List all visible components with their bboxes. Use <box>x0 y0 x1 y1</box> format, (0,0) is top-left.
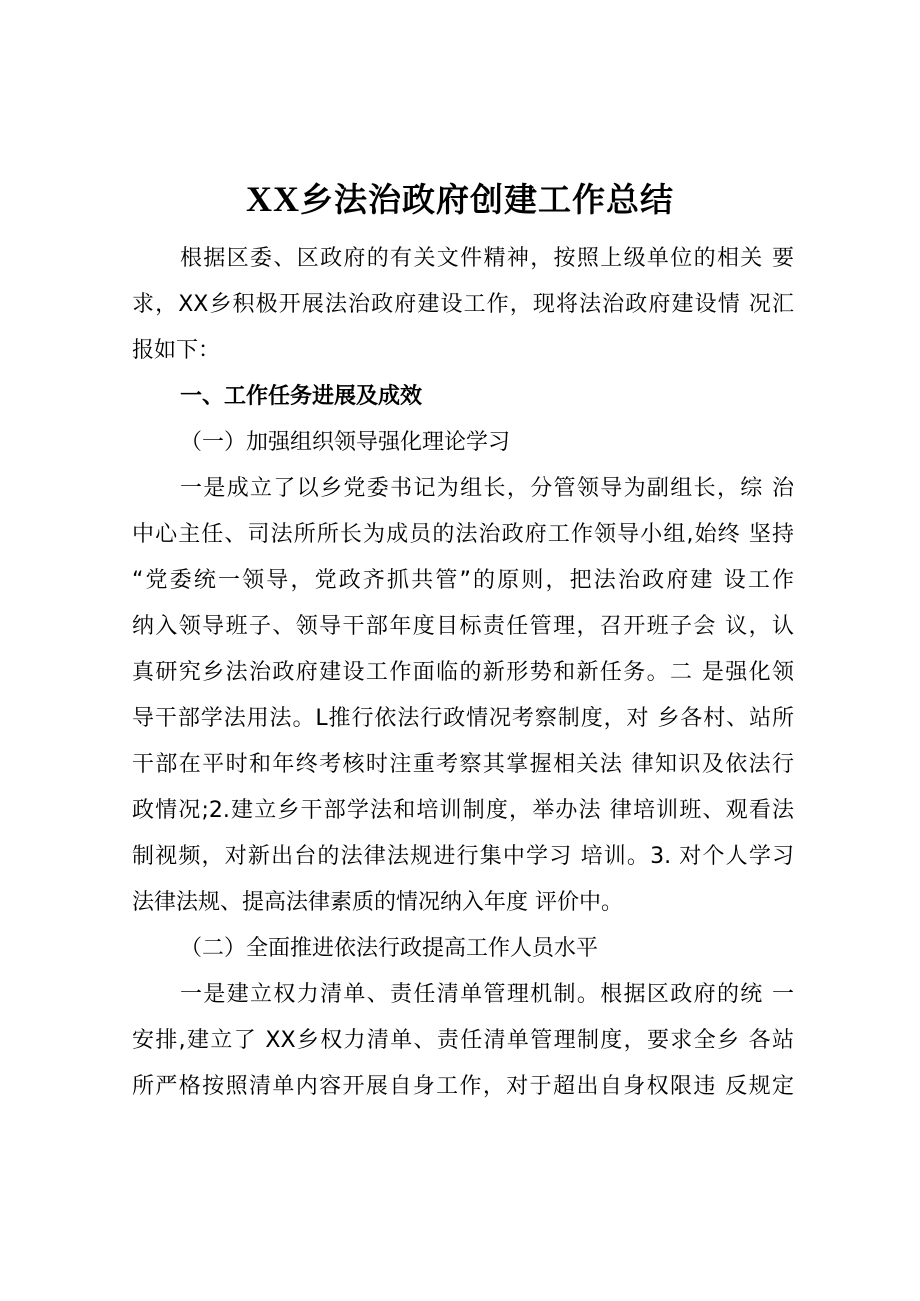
paragraph-line: 安排,建立了 XX乡权力清单、责任清单管理制度，要求全乡 各站 <box>132 1028 794 1053</box>
paragraph-line: 根据区委、区政府的有关文件精神，按照上级单位的相关 要 <box>180 246 794 271</box>
paragraph-line: 所严格按照清单内容开展自身工作，对于超出自身权限违 反规定 <box>132 1074 794 1099</box>
paragraph-line: 真研究乡法治政府建设工作面临的新形势和新任务。二 是强化领 <box>132 660 794 685</box>
paragraph-line: 求，XX乡积极开展法治政府建设工作，现将法治政府建设情 况汇 <box>132 292 794 317</box>
paragraph-line: 政情况;2.建立乡干部学法和培训制度，举办法 律培训班、观看法 <box>132 798 794 823</box>
paragraph-line: 中心主任、司法所所长为成员的法治政府工作领导小组,始终 坚持 <box>132 522 794 547</box>
paragraph-line: 导干部学法用法。L推行依法行政情况考察制度，对 乡各村、站所 <box>132 706 794 731</box>
title-prefix: XX <box>246 179 300 219</box>
title-text: 乡法治政府创建工作总结 <box>300 180 674 219</box>
paragraph-line: 一是建立权力清单、责任清单管理机制。根据区政府的统 一 <box>180 982 794 1007</box>
paragraph-line: 制视频，对新出台的法律法规进行集中学习 培训。3. 对个人学习 <box>132 844 794 869</box>
paragraph-line: 报如下： <box>132 338 221 363</box>
paragraph-line: “党委统一领导，党政齐抓共管”的原则，把法治政府建 设工作 <box>132 568 794 593</box>
page-title <box>0 176 920 223</box>
paragraph-line: 纳入领导班子、领导干部年度目标责任管理，召开班子会 议，认 <box>132 614 794 639</box>
paragraph-line: 法律法规、提高法律素质的情况纳入年度 评价中。 <box>132 890 623 915</box>
document-body <box>132 236 794 1110</box>
section-heading: 一、工作任务进展及成效 <box>180 384 423 409</box>
paragraph-line: 干部在平时和年终考核时注重考察其掌握相关法 律知识及依法行 <box>132 752 794 777</box>
subsection-heading: （二）全面推进依法行政提高工作人员水平 <box>180 936 599 961</box>
subsection-heading: （一）加强组织领导强化理论学习 <box>180 430 511 455</box>
paragraph-line: 一是成立了以乡党委书记为组长，分管领导为副组长，综 治 <box>180 476 794 501</box>
